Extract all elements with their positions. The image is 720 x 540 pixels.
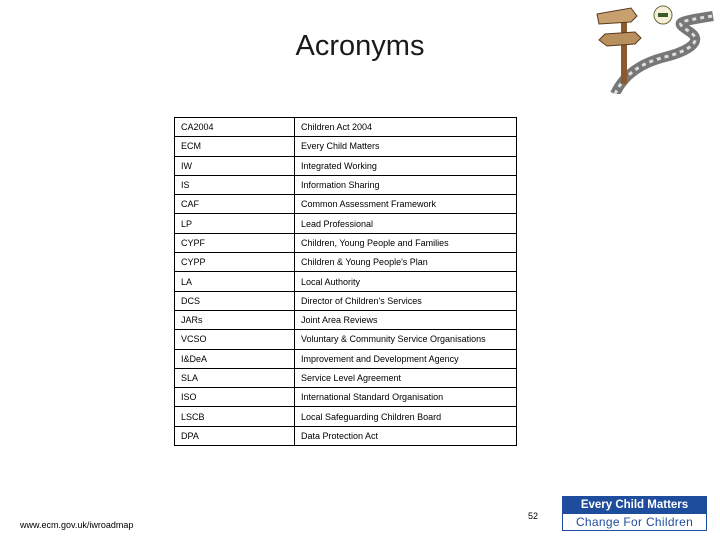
acronym-cell: IW <box>175 156 295 175</box>
table-row <box>175 388 517 407</box>
page-number: 52 <box>528 511 539 521</box>
table-row <box>175 214 517 233</box>
meaning-cell: Local Authority <box>295 272 517 291</box>
table-row <box>175 156 517 175</box>
meaning-cell: Voluntary & Community Service Organisations <box>295 330 517 349</box>
acronym-cell: CYPF <box>175 233 295 252</box>
table-row <box>175 118 517 137</box>
meaning-cell: Service Level Agreement <box>295 368 517 387</box>
meaning-cell: International Standard Organisation <box>295 388 517 407</box>
table-row <box>175 175 517 194</box>
every-child-matters-logo <box>562 496 707 532</box>
footer-url: www.ecm.gov.uk/iwroadmap <box>20 520 134 530</box>
table-row <box>175 195 517 214</box>
acronym-cell: ECM <box>175 137 295 156</box>
meaning-cell: Common Assessment Framework <box>295 195 517 214</box>
table-row <box>175 233 517 252</box>
table-row <box>175 253 517 272</box>
table-row <box>175 291 517 310</box>
acronym-cell: IS <box>175 175 295 194</box>
table-row <box>175 407 517 426</box>
meaning-cell: Integrated Working <box>295 156 517 175</box>
acronym-cell: CYPP <box>175 253 295 272</box>
acronym-cell: CAF <box>175 195 295 214</box>
meaning-cell: Local Safeguarding Children Board <box>295 407 517 426</box>
table-row <box>175 310 517 329</box>
meaning-cell: Lead Professional <box>295 214 517 233</box>
logo-line-1: Every Child Matters <box>562 496 707 514</box>
acronym-cell: VCSO <box>175 330 295 349</box>
meaning-cell: Joint Area Reviews <box>295 310 517 329</box>
table-row <box>175 349 517 368</box>
acronym-cell: LSCB <box>175 407 295 426</box>
meaning-cell: Improvement and Development Agency <box>295 349 517 368</box>
table-row <box>175 426 517 445</box>
table-row <box>175 272 517 291</box>
acronym-cell: CA2004 <box>175 118 295 137</box>
meaning-cell: Children Act 2004 <box>295 118 517 137</box>
page-title: Acronyms <box>295 30 425 62</box>
acronym-cell: I&DeA <box>175 349 295 368</box>
acronym-cell: LA <box>175 272 295 291</box>
meaning-cell: Children, Young People and Families <box>295 233 517 252</box>
acronym-cell: DPA <box>175 426 295 445</box>
signpost-road-illustration <box>585 2 717 94</box>
meaning-cell: Children & Young People's Plan <box>295 253 517 272</box>
logo-line-2: Change For Children <box>562 514 707 531</box>
acronym-cell: LP <box>175 214 295 233</box>
acronym-cell: ISO <box>175 388 295 407</box>
meaning-cell: Information Sharing <box>295 175 517 194</box>
meaning-cell: Data Protection Act <box>295 426 517 445</box>
acronym-cell: SLA <box>175 368 295 387</box>
table-row <box>175 330 517 349</box>
meaning-cell: Every Child Matters <box>295 137 517 156</box>
table-row <box>175 368 517 387</box>
meaning-cell: Director of Children's Services <box>295 291 517 310</box>
acronym-cell: JARs <box>175 310 295 329</box>
table-row <box>175 137 517 156</box>
acronym-cell: DCS <box>175 291 295 310</box>
acronyms-table <box>174 117 517 446</box>
